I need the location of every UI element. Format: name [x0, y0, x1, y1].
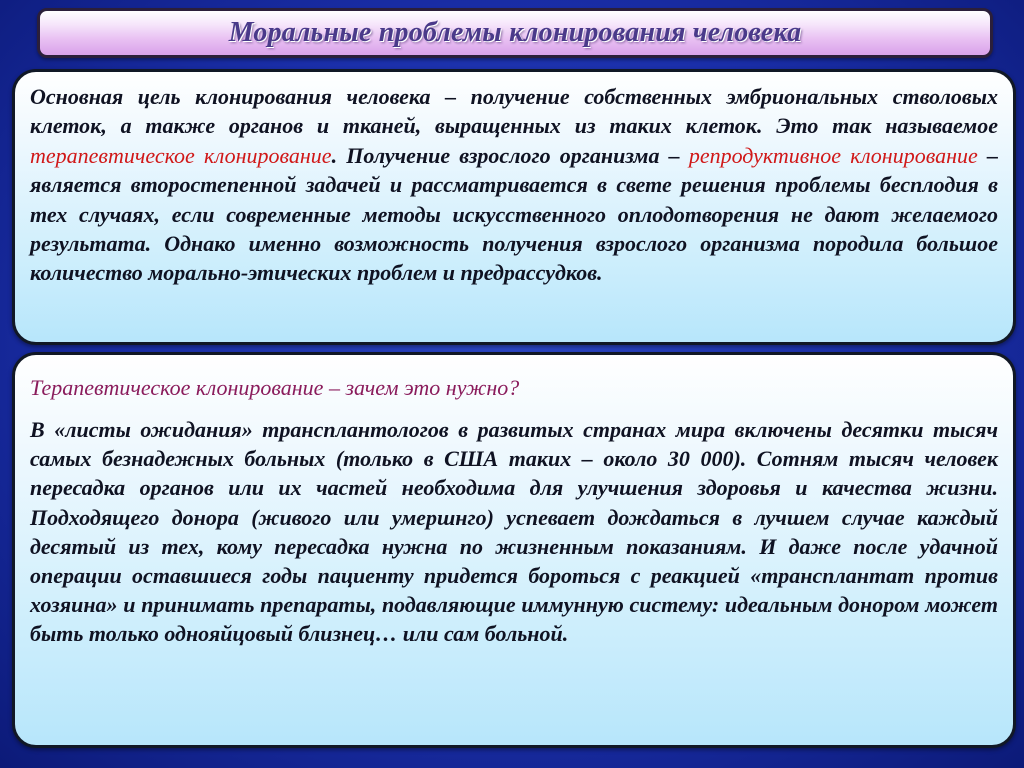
therapeutic-cloning-term: терапевтическое клонирование: [30, 142, 332, 168]
intro-text-part2: . Получение взрослого организма –: [331, 142, 689, 168]
intro-text-part1: Основная цель клонирования человека – получение собственных эмбриональных стволовых клеток, а также органов и тканей, выращенных из таких клеток. Это так называемое: [30, 84, 998, 139]
title-bar: [37, 8, 993, 58]
therapeutic-panel: [12, 352, 1016, 748]
reproductive-cloning-term: репродуктивное клонирование: [688, 142, 978, 168]
therapeutic-paragraph: В «листы ожидания» трансплантологов в развитых странах мира включены десятки тысяч самых безнадежных больных (только в США таких – около 30 000). Сотням тысяч человек пересадка органов или их частей необходима для улучшения здоровья и качества жизни. Подходящего донора (живого или умершнго) успевает дождаться в лучшем случае каждый десятый из тех, кому пересадка нужна по жизненным показаниям. И даже после удачной операции оставшиеся годы пациенту придется бороться с реакцией «трансплантат против хозяина» и принимать препараты, подавляющие иммунную систему: идеальным донором может быть только однояйцовый близнец… или сам больной.: [30, 417, 998, 647]
therapeutic-heading: Терапевтическое клонирование – зачем это нужно?: [30, 375, 520, 400]
slide-title: Моральные проблемы клонирования человека: [228, 17, 802, 48]
intro-panel: [12, 69, 1016, 345]
intro-text-part3: – является второстепенной задачей и рассматривается в свете решения проблемы бесплодия в тех случаях, если современные методы искусственного оплодотворения не дают желаемого результата. Однако именно возможность получения взрослого организма породила большое количество морально-этических проблем и предрассудков.: [30, 142, 998, 286]
intro-paragraph: [30, 82, 998, 288]
